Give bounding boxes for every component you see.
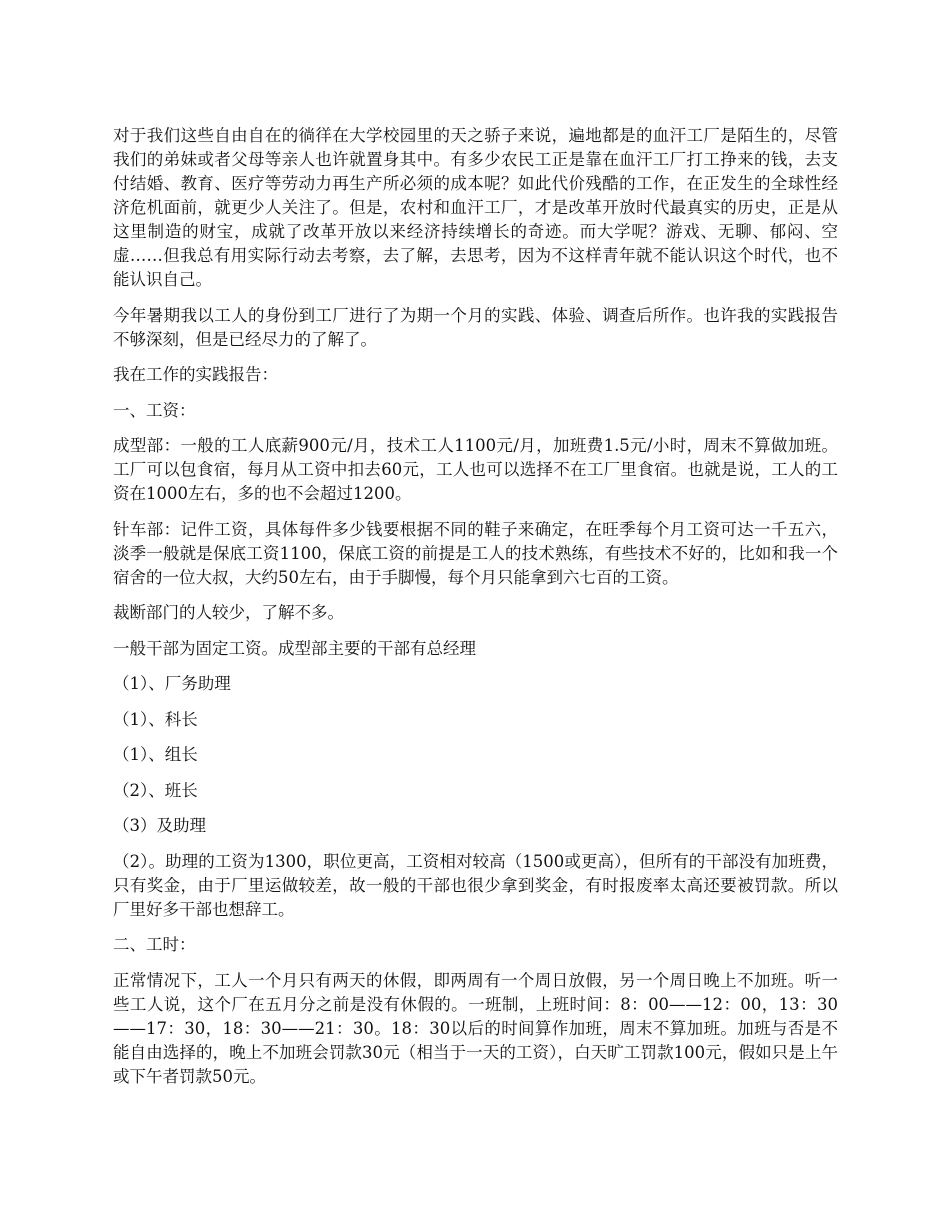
list-item: （2）、班长 <box>113 780 198 800</box>
section-heading-hours: 二、工时： <box>113 935 196 954</box>
paragraph-molding-dept: 成型部：一般的工人底薪900元/月，技术工人1100元/月，加班费1.5元/小时，周末不算做加班。工厂可以包食宿，每月从工资中扣去60元，工人也可以选择不在工厂里食宿。也就是说，工人的工资在1000左右，多的也不会超过1200。 <box>113 436 838 503</box>
list-item: （1）、组长 <box>113 745 198 764</box>
paragraph-cutting-dept: 裁断部门的人较少，了解不多。 <box>113 603 344 622</box>
paragraph-assistant-salary: （2）。助理的工资为1300，职位更高，工资相对较高（1500或更高），但所有的干部没有加班费，只有奖金，由于厂里运做较差，故一般的干部也很少拿到奖金，有时报废率太高还要被罚款。所以厂里好多干部也想辞工。 <box>113 851 838 919</box>
paragraph-working-hours: 正常情况下，工人一个月只有两天的休假，即两周有一个周日放假，另一个周日晚上不加班。听一些工人说，这个厂在五月分之前是没有休假的。一班制，上班时间：8：00——12：00，13：30——17：30，18：30——21：30。18：30以后的时间算作加班，周末不算加班。加班与否是不能自由选择的，晚上不加班会罚款30元（相当于一天的工资），白天旷工罚款100元，假如只是上午或下午者罚款50元。 <box>113 970 838 1086</box>
paragraph-purpose: 今年暑期我以工人的身份到工厂进行了为期一个月的实践、体验、调查后所作。也许我的实践报告不够深刻，但是已经尽力的了解了。 <box>113 305 838 349</box>
paragraph-sewing-dept: 针车部：记件工资，具体每件多少钱要根据不同的鞋子来确定，在旺季每个月工资可达一千五六，淡季一般就是保底工资1100，保底工资的前提是工人的技术熟练，有些技术不好的，比如和我一个宿舍的一位大叔，大约50左右，由于手脚慢，每个月只能拿到六七百的工资。 <box>113 519 838 587</box>
paragraph-cadre-salary: 一般干部为固定工资。成型部主要的干部有总经理 <box>113 638 476 658</box>
list-item: （1）、厂务助理 <box>113 674 231 693</box>
paragraph-report-title: 我在工作的实践报告： <box>113 365 278 384</box>
document-body <box>113 124 838 1100</box>
list-item: （1）、科长 <box>113 709 198 729</box>
section-heading-wages: 一、工资： <box>113 400 196 420</box>
list-item: （3）及助理 <box>113 816 206 835</box>
paragraph-intro: 对于我们这些自由自在的徜徉在大学校园里的天之骄子来说，遍地都是的血汗工厂是陌生的，尽管我们的弟妹或者父母等亲人也许就置身其中。有多少农民工正是靠在血汗工厂打工挣来的钱，去支付结婚、教育、医疗等劳动力再生产所必须的成本呢？如此代价残酷的工作，在正发生的全球性经济危机面前，就更少人关注了。但是，农村和血汗工厂，才是改革开放时代最真实的历史，正是从这里制造的财宝，成就了改革开放以来经济持续增长的奇迹。而大学呢？游戏、无聊、郁闷、空虚……但我总有用实际行动去考察，去了解，去思考，因为不这样青年就不能认识这个时代，也不能认识自己。 <box>113 126 838 289</box>
